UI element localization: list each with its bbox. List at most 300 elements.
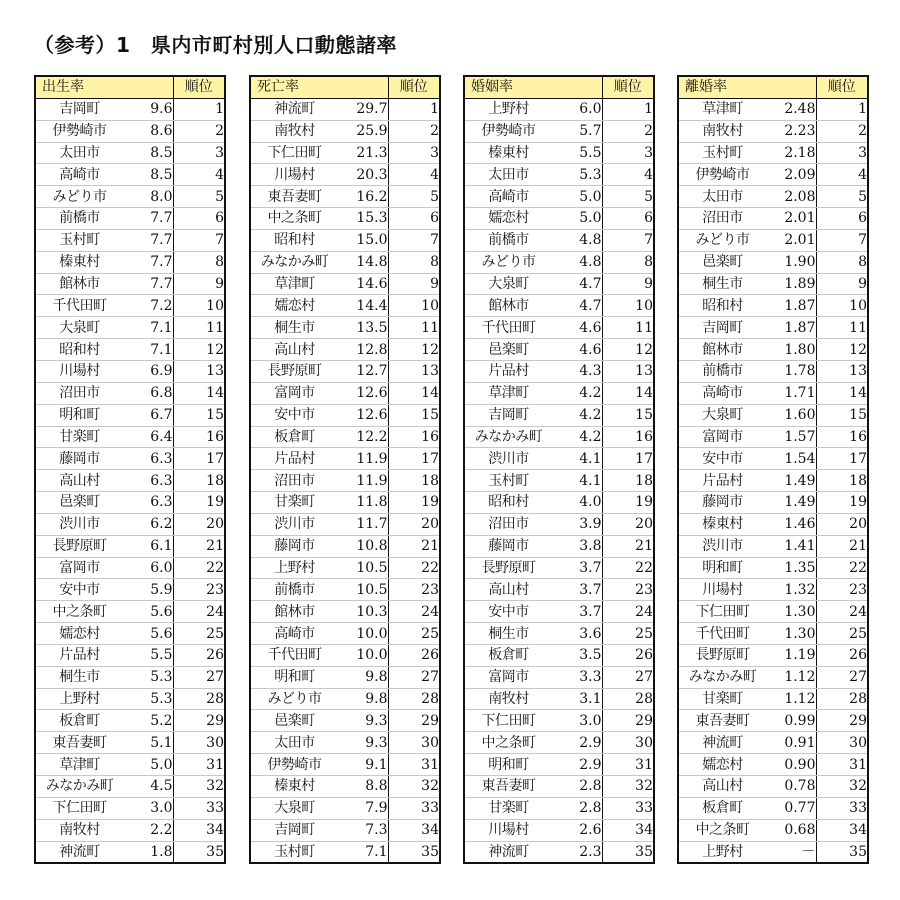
- table-row: [464, 98, 654, 120]
- rate-value-cell: 10.3: [338, 601, 388, 623]
- divorce-rate-table: [677, 75, 869, 864]
- rate-value-cell: 2.09: [766, 164, 816, 186]
- rank-cell: 28: [816, 688, 868, 710]
- table-row: [35, 317, 225, 339]
- municipality-cell: 長野原町: [35, 535, 123, 557]
- rank-cell: 19: [173, 492, 225, 514]
- rate-value-cell: 10.5: [338, 579, 388, 601]
- rate-value-cell: 6.3: [123, 470, 173, 492]
- rate-value-cell: 14.8: [338, 251, 388, 273]
- rank-cell: 22: [602, 557, 654, 579]
- rank-cell: 19: [602, 492, 654, 514]
- table-row: [678, 623, 868, 645]
- table-row: [678, 601, 868, 623]
- municipality-cell: 千代田町: [464, 317, 552, 339]
- rate-value-cell: 7.7: [123, 251, 173, 273]
- table-row: [464, 142, 654, 164]
- rank-cell: 21: [602, 535, 654, 557]
- municipality-cell: 吉岡町: [464, 404, 552, 426]
- municipality-cell: 昭和村: [35, 339, 123, 361]
- table-row: [250, 666, 440, 688]
- rank-cell: 30: [602, 732, 654, 754]
- table-row: [464, 579, 654, 601]
- municipality-cell: 渋川市: [464, 448, 552, 470]
- table-row: [35, 229, 225, 251]
- rate-value-cell: 4.2: [552, 404, 602, 426]
- rate-value-cell: 7.9: [338, 797, 388, 819]
- rank-cell: 15: [173, 404, 225, 426]
- rank-cell: 34: [388, 819, 440, 841]
- rate-value-cell: 4.2: [552, 426, 602, 448]
- municipality-cell: みどり市: [250, 688, 338, 710]
- municipality-cell: 高崎市: [250, 623, 338, 645]
- rank-cell: 31: [816, 754, 868, 776]
- column-header-rank: 順位: [173, 76, 225, 98]
- rate-value-cell: 1.19: [766, 644, 816, 666]
- municipality-cell: 片品村: [464, 360, 552, 382]
- municipality-cell: 東吾妻町: [35, 732, 123, 754]
- rank-cell: 23: [173, 579, 225, 601]
- municipality-cell: 神流町: [678, 732, 766, 754]
- table-row: [464, 317, 654, 339]
- rate-value-cell: 3.6: [552, 623, 602, 645]
- table-row: [35, 273, 225, 295]
- rate-value-cell: 0.90: [766, 754, 816, 776]
- table-row: [250, 295, 440, 317]
- municipality-cell: 上野村: [464, 98, 552, 120]
- table-row: [678, 317, 868, 339]
- table-row: [678, 251, 868, 273]
- municipality-cell: 千代田町: [250, 644, 338, 666]
- municipality-cell: 東吾妻町: [250, 186, 338, 208]
- table-row: [678, 666, 868, 688]
- table-row: [464, 426, 654, 448]
- header-row: [464, 76, 654, 98]
- table-row: [678, 841, 868, 863]
- rank-cell: 22: [816, 557, 868, 579]
- rate-value-cell: 7.1: [338, 841, 388, 863]
- table-row: [464, 448, 654, 470]
- rate-value-cell: 4.5: [123, 776, 173, 798]
- municipality-cell: 嬬恋村: [464, 208, 552, 230]
- table-row: [35, 644, 225, 666]
- municipality-cell: 下仁田町: [250, 142, 338, 164]
- table-row: [464, 404, 654, 426]
- municipality-cell: 南牧村: [464, 688, 552, 710]
- rate-value-cell: 4.0: [552, 492, 602, 514]
- rank-cell: 22: [173, 557, 225, 579]
- rank-cell: 26: [388, 644, 440, 666]
- table-row: [250, 579, 440, 601]
- rank-cell: 33: [173, 797, 225, 819]
- rank-cell: 6: [816, 208, 868, 230]
- rate-value-cell: 5.6: [123, 601, 173, 623]
- rank-cell: 28: [173, 688, 225, 710]
- table-row: [35, 448, 225, 470]
- rate-value-cell: 7.7: [123, 229, 173, 251]
- rank-cell: 10: [816, 295, 868, 317]
- municipality-cell: 邑楽町: [678, 251, 766, 273]
- municipality-cell: 昭和村: [250, 229, 338, 251]
- rank-cell: 2: [602, 120, 654, 142]
- rate-value-cell: 7.3: [338, 819, 388, 841]
- column-header-rate: 死亡率: [250, 76, 388, 98]
- municipality-cell: 榛東村: [35, 251, 123, 273]
- municipality-cell: 沼田市: [250, 470, 338, 492]
- table-row: [35, 120, 225, 142]
- table-row: [35, 470, 225, 492]
- rate-value-cell: 2.01: [766, 229, 816, 251]
- municipality-cell: 片品村: [35, 644, 123, 666]
- header-row: [35, 76, 225, 98]
- rank-cell: 34: [816, 819, 868, 841]
- municipality-cell: 中之条町: [678, 819, 766, 841]
- table-row: [250, 120, 440, 142]
- rank-cell: 17: [173, 448, 225, 470]
- table-row: [250, 426, 440, 448]
- rank-cell: 27: [173, 666, 225, 688]
- table-row: [35, 513, 225, 535]
- municipality-cell: 富岡市: [250, 382, 338, 404]
- rank-cell: 35: [206, 843, 224, 860]
- rank-cell: 15: [816, 404, 868, 426]
- rank-cell: 1: [816, 98, 868, 120]
- municipality-cell: 板倉町: [678, 797, 766, 819]
- rank-cell: 21: [388, 535, 440, 557]
- municipality-cell: 東吾妻町: [464, 776, 552, 798]
- table-row: [464, 819, 654, 841]
- rate-value-cell: 0.99: [766, 710, 816, 732]
- municipality-cell: 千代田町: [678, 623, 766, 645]
- municipality-cell: 大泉町: [464, 273, 552, 295]
- municipality-cell: 神流町: [250, 98, 338, 120]
- rate-value-cell: 2.9: [552, 732, 602, 754]
- rank-cell: 8: [816, 251, 868, 273]
- rank-cell: 9: [388, 273, 440, 295]
- municipality-cell: 館林市: [464, 295, 552, 317]
- rank-cell: 17: [602, 448, 654, 470]
- municipality-cell: 嬬恋村: [678, 754, 766, 776]
- municipality-cell: 太田市: [250, 732, 338, 754]
- table-row: [35, 404, 225, 426]
- rank-cell: 21: [173, 535, 225, 557]
- municipality-cell: 明和町: [678, 557, 766, 579]
- rank-cell: 3: [173, 142, 225, 164]
- table-row: [464, 295, 654, 317]
- table-row: [250, 601, 440, 623]
- rate-value-cell: 6.4: [123, 426, 173, 448]
- table-row: [250, 142, 440, 164]
- municipality-cell: 長野原町: [464, 557, 552, 579]
- table-row: [678, 360, 868, 382]
- table-row: [35, 579, 225, 601]
- municipality-cell: 富岡市: [678, 426, 766, 448]
- municipality-cell: 前橋市: [464, 229, 552, 251]
- rate-value-cell: 1.89: [766, 273, 816, 295]
- rank-cell: 30: [816, 732, 868, 754]
- rate-value-cell: 3.1: [552, 688, 602, 710]
- rank-cell: 8: [173, 251, 225, 273]
- rank-cell: 6: [173, 208, 225, 230]
- table-row: [464, 273, 654, 295]
- table-row: [35, 732, 225, 754]
- municipality-cell: 太田市: [35, 142, 123, 164]
- table-row: [250, 186, 440, 208]
- rank-cell: 5: [173, 186, 225, 208]
- rank-cell: 12: [602, 339, 654, 361]
- municipality-cell: 草津町: [464, 382, 552, 404]
- rate-value-cell: 2.6: [552, 819, 602, 841]
- rate-value-cell: 4.2: [552, 382, 602, 404]
- rate-value-cell: 6.3: [123, 448, 173, 470]
- rank-cell: 32: [173, 776, 225, 798]
- rank-cell: 30: [173, 732, 225, 754]
- table-row: [250, 382, 440, 404]
- municipality-cell: 桐生市: [35, 666, 123, 688]
- table-row: [678, 208, 868, 230]
- municipality-cell: 吉岡町: [250, 819, 338, 841]
- rate-value-cell: 9.6: [123, 98, 173, 120]
- municipality-cell: 太田市: [678, 186, 766, 208]
- table-row: [464, 251, 654, 273]
- table-row: [250, 776, 440, 798]
- municipality-cell: 甘楽町: [35, 426, 123, 448]
- rank-cell: 7: [388, 229, 440, 251]
- table-row: [250, 557, 440, 579]
- rank-cell: 13: [816, 360, 868, 382]
- table-row: [678, 229, 868, 251]
- table-row: [678, 470, 868, 492]
- table-row: [464, 513, 654, 535]
- table-row: [35, 208, 225, 230]
- table-row: [250, 644, 440, 666]
- rank-cell: 30: [388, 732, 440, 754]
- rank-cell: 11: [602, 317, 654, 339]
- rank-cell: 15: [388, 404, 440, 426]
- rank-cell: 20: [388, 513, 440, 535]
- rate-value-cell: 1.35: [766, 557, 816, 579]
- municipality-cell: 川場村: [678, 579, 766, 601]
- municipality-cell: 長野原町: [678, 644, 766, 666]
- municipality-cell: 富岡市: [464, 666, 552, 688]
- municipality-cell: 玉村町: [678, 142, 766, 164]
- rate-value-cell: 1.41: [766, 535, 816, 557]
- table-row: [35, 797, 225, 819]
- rate-value-cell: 3.9: [552, 513, 602, 535]
- header-row: [250, 76, 440, 98]
- municipality-cell: 玉村町: [35, 229, 123, 251]
- municipality-cell: 片品村: [250, 448, 338, 470]
- municipality-cell: 高崎市: [35, 164, 123, 186]
- municipality-cell: 下仁田町: [678, 601, 766, 623]
- rate-value-cell: 1.30: [766, 601, 816, 623]
- rank-cell: 3: [388, 142, 440, 164]
- municipality-cell: 太田市: [464, 164, 552, 186]
- rank-cell: 6: [602, 208, 654, 230]
- rank-cell: 11: [388, 317, 440, 339]
- municipality-cell: 榛東村: [250, 776, 338, 798]
- municipality-cell: 玉村町: [464, 470, 552, 492]
- rate-value-cell: 1.12: [766, 666, 816, 688]
- rank-cell: 19: [388, 492, 440, 514]
- municipality-cell: 吉岡町: [678, 317, 766, 339]
- rank-cell: 32: [602, 776, 654, 798]
- municipality-cell: 嬬恋村: [250, 295, 338, 317]
- table-row: [678, 339, 868, 361]
- municipality-cell: 富岡市: [35, 557, 123, 579]
- rank-cell: 16: [602, 426, 654, 448]
- rank-cell: 4: [388, 164, 440, 186]
- table-row: [35, 601, 225, 623]
- rank-cell: 25: [602, 623, 654, 645]
- rank-cell: 14: [602, 382, 654, 404]
- rank-cell: 5: [816, 186, 868, 208]
- rank-cell: 16: [816, 426, 868, 448]
- rate-value-cell: 6.1: [123, 535, 173, 557]
- rank-cell: 3: [602, 142, 654, 164]
- municipality-cell: 神流町: [59, 843, 100, 860]
- table-row: [464, 229, 654, 251]
- municipality-cell: 榛東村: [464, 142, 552, 164]
- rank-cell: 1: [388, 98, 440, 120]
- municipality-cell: 伊勢崎市: [678, 164, 766, 186]
- rank-cell: 33: [816, 797, 868, 819]
- rank-cell: 29: [388, 710, 440, 732]
- rate-value-cell: 4.6: [552, 317, 602, 339]
- rate-value-cell: 12.8: [338, 339, 388, 361]
- municipality-cell: みなかみ町: [678, 666, 766, 688]
- rate-value-cell: 21.3: [338, 142, 388, 164]
- municipality-cell: 前橋市: [250, 579, 338, 601]
- table-row: [250, 688, 440, 710]
- municipality-cell: 昭和村: [678, 295, 766, 317]
- table-row: [678, 579, 868, 601]
- rank-cell: 18: [388, 470, 440, 492]
- table-row: [464, 623, 654, 645]
- rate-value-cell: 8.0: [123, 186, 173, 208]
- rank-cell: 29: [173, 710, 225, 732]
- rate-value-cell: 1.49: [766, 470, 816, 492]
- municipality-cell: 草津町: [250, 273, 338, 295]
- column-header-rank: 順位: [816, 76, 868, 98]
- rate-value-cell: 13.5: [338, 317, 388, 339]
- rank-cell: 34: [602, 819, 654, 841]
- rank-cell: 28: [388, 688, 440, 710]
- municipality-cell: 明和町: [35, 404, 123, 426]
- table-row: [678, 164, 868, 186]
- table-row: [35, 776, 225, 798]
- municipality-cell: 藤岡市: [35, 448, 123, 470]
- table-row: [250, 535, 440, 557]
- table-row: [35, 492, 225, 514]
- municipality-cell: 下仁田町: [464, 710, 552, 732]
- rank-cell: 4: [602, 164, 654, 186]
- rank-cell: 3: [816, 142, 868, 164]
- rank-cell: 11: [173, 317, 225, 339]
- rate-value-cell: 9.1: [338, 754, 388, 776]
- municipality-cell: 千代田町: [35, 295, 123, 317]
- municipality-cell: 東吾妻町: [678, 710, 766, 732]
- municipality-cell: みなかみ町: [250, 251, 338, 273]
- rank-cell: 9: [816, 273, 868, 295]
- rate-value-cell: 8.8: [338, 776, 388, 798]
- rank-cell: 22: [388, 557, 440, 579]
- table-row: [35, 535, 225, 557]
- municipality-cell: 伊勢崎市: [464, 120, 552, 142]
- municipality-cell: 渋川市: [35, 513, 123, 535]
- rate-value-cell: 9.8: [338, 688, 388, 710]
- table-row: [464, 164, 654, 186]
- rate-value-cell: 12.6: [338, 382, 388, 404]
- table-row: [250, 710, 440, 732]
- table-row: [35, 557, 225, 579]
- rank-cell: 16: [173, 426, 225, 448]
- table-row: [464, 797, 654, 819]
- rank-cell: 10: [173, 295, 225, 317]
- rank-cell: 28: [602, 688, 654, 710]
- rate-value-cell: 2.48: [766, 98, 816, 120]
- rank-cell: 20: [602, 513, 654, 535]
- rate-value-cell: 7.1: [123, 317, 173, 339]
- rank-cell: 25: [173, 623, 225, 645]
- table-row: [35, 295, 225, 317]
- rank-cell: 31: [173, 754, 225, 776]
- table-row: [250, 360, 440, 382]
- rank-cell: 31: [602, 754, 654, 776]
- table-row: [678, 142, 868, 164]
- municipality-cell: 館林市: [250, 601, 338, 623]
- municipality-cell: 高崎市: [678, 382, 766, 404]
- rank-cell: 27: [388, 666, 440, 688]
- rate-value-cell: 2.8: [552, 776, 602, 798]
- table-row: [464, 732, 654, 754]
- rank-cell: 33: [388, 797, 440, 819]
- table-row: [250, 273, 440, 295]
- municipality-cell: 高山村: [678, 776, 766, 798]
- rank-cell: 29: [602, 710, 654, 732]
- rank-cell: 18: [816, 470, 868, 492]
- table-row: [464, 754, 654, 776]
- rank-cell: 13: [602, 360, 654, 382]
- marriage-rate-table: [463, 75, 655, 864]
- rate-value-cell: 6.0: [552, 98, 602, 120]
- column-header-rank: 順位: [388, 76, 440, 98]
- municipality-cell: 伊勢崎市: [35, 120, 123, 142]
- table-row: [250, 470, 440, 492]
- rate-value-cell: 0.91: [766, 732, 816, 754]
- municipality-cell: 上野村: [250, 557, 338, 579]
- municipality-cell: 神流町: [488, 843, 529, 860]
- rate-value-cell: 5.5: [552, 142, 602, 164]
- table-row: [678, 513, 868, 535]
- rate-value-cell: 1.60: [766, 404, 816, 426]
- rank-cell: 13: [173, 360, 225, 382]
- table-row: [35, 819, 225, 841]
- rank-cell: 27: [602, 666, 654, 688]
- table-row: [35, 186, 225, 208]
- rate-value-cell: 1.30: [766, 623, 816, 645]
- rate-value-cell: 10.5: [338, 557, 388, 579]
- municipality-cell: 安中市: [678, 448, 766, 470]
- municipality-cell: 草津町: [678, 98, 766, 120]
- municipality-cell: 明和町: [250, 666, 338, 688]
- table-row: [250, 819, 440, 841]
- rate-value-cell: 16.2: [338, 186, 388, 208]
- municipality-cell: 南牧村: [678, 120, 766, 142]
- municipality-cell: 吉岡町: [35, 98, 123, 120]
- rate-value-cell: 6.2: [123, 513, 173, 535]
- municipality-cell: 甘楽町: [678, 688, 766, 710]
